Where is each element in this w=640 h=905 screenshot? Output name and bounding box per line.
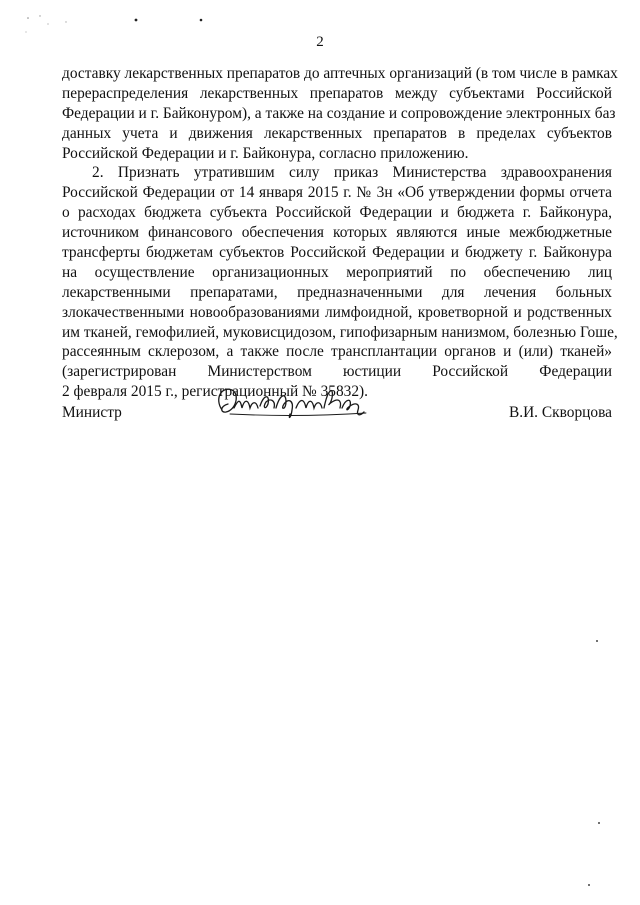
scan-speck (598, 822, 600, 824)
scan-speck (588, 884, 590, 886)
signature-block (62, 380, 612, 440)
body-text-line: 2. Признать утратившим силу приказ Министерства здравоохранения (92, 164, 612, 182)
signer-name: В.И. Скворцова (508, 404, 612, 421)
body-text-line: рассеянным склерозом, а также после трансплантации органов и (или) тканей» (62, 343, 612, 361)
body-text-line: Российской Федерации и г. Байконура, согласно приложению. (62, 144, 469, 162)
handwritten-signature (210, 380, 390, 430)
body-text-line: источником финансового обеспечения которых являются иные межбюджетные (62, 224, 612, 242)
body-text-line: доставку лекарственных препаратов до аптечных организаций (в том числе в рамках (62, 65, 618, 82)
body-text-line: им тканей, гемофилией, муковисцидозом, гипофизарным нанизмом, болезнью Гоше, (62, 323, 618, 341)
page-number: 2 (316, 34, 324, 50)
scan-speck (596, 640, 598, 642)
body-text-line: лекарственными препаратами, предназначенными для лечения больных (62, 283, 612, 301)
body-text-line: о расходах бюджета субъекта Российской Федерации и бюджета г. Байконура, (62, 204, 612, 222)
signer-position: Министр (62, 404, 122, 421)
body-text-line: 2 февраля 2015 г., регистрационный № 35832). (62, 383, 369, 401)
body-text-line: (зарегистрирован Министерством юстиции Российской Федерации (62, 363, 612, 381)
body-text-line: Российской Федерации от 14 января 2015 г. № 3н «Об утверждении формы отчета (62, 184, 612, 202)
body-text-line: Федерации и г. Байконуром), а также на создание и сопровождение электронных баз (62, 104, 616, 122)
body-text-line: злокачественными новообразованиями лимфоидной, кроветворной и родственных (62, 303, 612, 321)
body-text-line: перераспределения лекарственных препаратов между субъектами Российской (62, 84, 612, 102)
body-text (62, 64, 618, 402)
body-text-line: на осуществление организационных мероприятий по обеспечению лиц (62, 263, 612, 281)
body-text-line: данных учета и движения лекарственных препаратов в пределах субъектов (62, 124, 612, 142)
body-text-line: трансферты бюджетам субъектов Российской Федерации и бюджету г. Байконура (62, 244, 612, 262)
